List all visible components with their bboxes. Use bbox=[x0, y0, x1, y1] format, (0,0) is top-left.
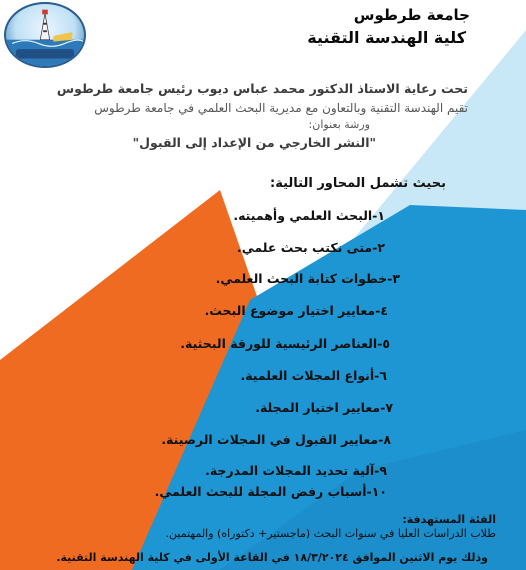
topic-item: ٤-معايير اختيار موضوع البحث. bbox=[204, 303, 388, 318]
topic-item: ٩-آلية تحديد المجلات المدرجة. bbox=[205, 463, 387, 478]
topic-item: ٧-معايير اختيار المجلة. bbox=[255, 400, 393, 415]
topic-item: ٥-العناصر الرئيسية للورقة البحثية. bbox=[180, 336, 390, 351]
workshop-label: ورشة بعنوان: bbox=[308, 118, 370, 131]
topic-item: ٣-خطوات كتابة البحث العلمي. bbox=[215, 271, 400, 286]
sponsor-line: تحت رعاية الاستاذ الدكتور محمد عباس ديوب رئيس جامعة طرطوس bbox=[56, 81, 468, 96]
topics-heading: بحيث تشمل المحاور التالية: bbox=[270, 176, 446, 191]
topic-item: ١-البحث العلمي وأهميته. bbox=[233, 208, 385, 223]
host-line: تقيم الهندسة التقنية وبالتعاون مع مديرية البحث العلمي في جامعة طرطوس bbox=[94, 101, 468, 115]
target-audience-label: الفئة المستهدفة: bbox=[402, 513, 496, 526]
target-audience-text: طلاب الدراسات العليا في سنوات البحث (ماجستير+ دكتوراه) والمهتمين. bbox=[165, 527, 496, 540]
topic-item: ٢-متى نكتب بحث علمي. bbox=[236, 240, 385, 255]
topic-item: ٦-أنواع المجلات العلمية. bbox=[240, 368, 387, 383]
target-audience bbox=[402, 513, 496, 526]
topic-item: ١٠-أسباب رفض المجلة للبحث العلمي. bbox=[154, 484, 387, 499]
event-date-line: وذلك يوم الاثنين الموافق ١٨/٣/٢٠٢٤ في القاعة الأولى في كلية الهندسة التقنية. bbox=[56, 551, 488, 564]
workshop-title: "النشر الخارجي من الإعداد إلى القبول" bbox=[132, 135, 376, 150]
college-name: كلية الهندسة التقنية bbox=[307, 28, 466, 47]
lighthouse-emblem-icon bbox=[6, 4, 84, 66]
topic-item: ٨-معايير القبول في المجلات الرصينة. bbox=[161, 432, 391, 447]
university-logo bbox=[4, 2, 86, 68]
university-name: جامعة طرطوس bbox=[353, 6, 470, 24]
